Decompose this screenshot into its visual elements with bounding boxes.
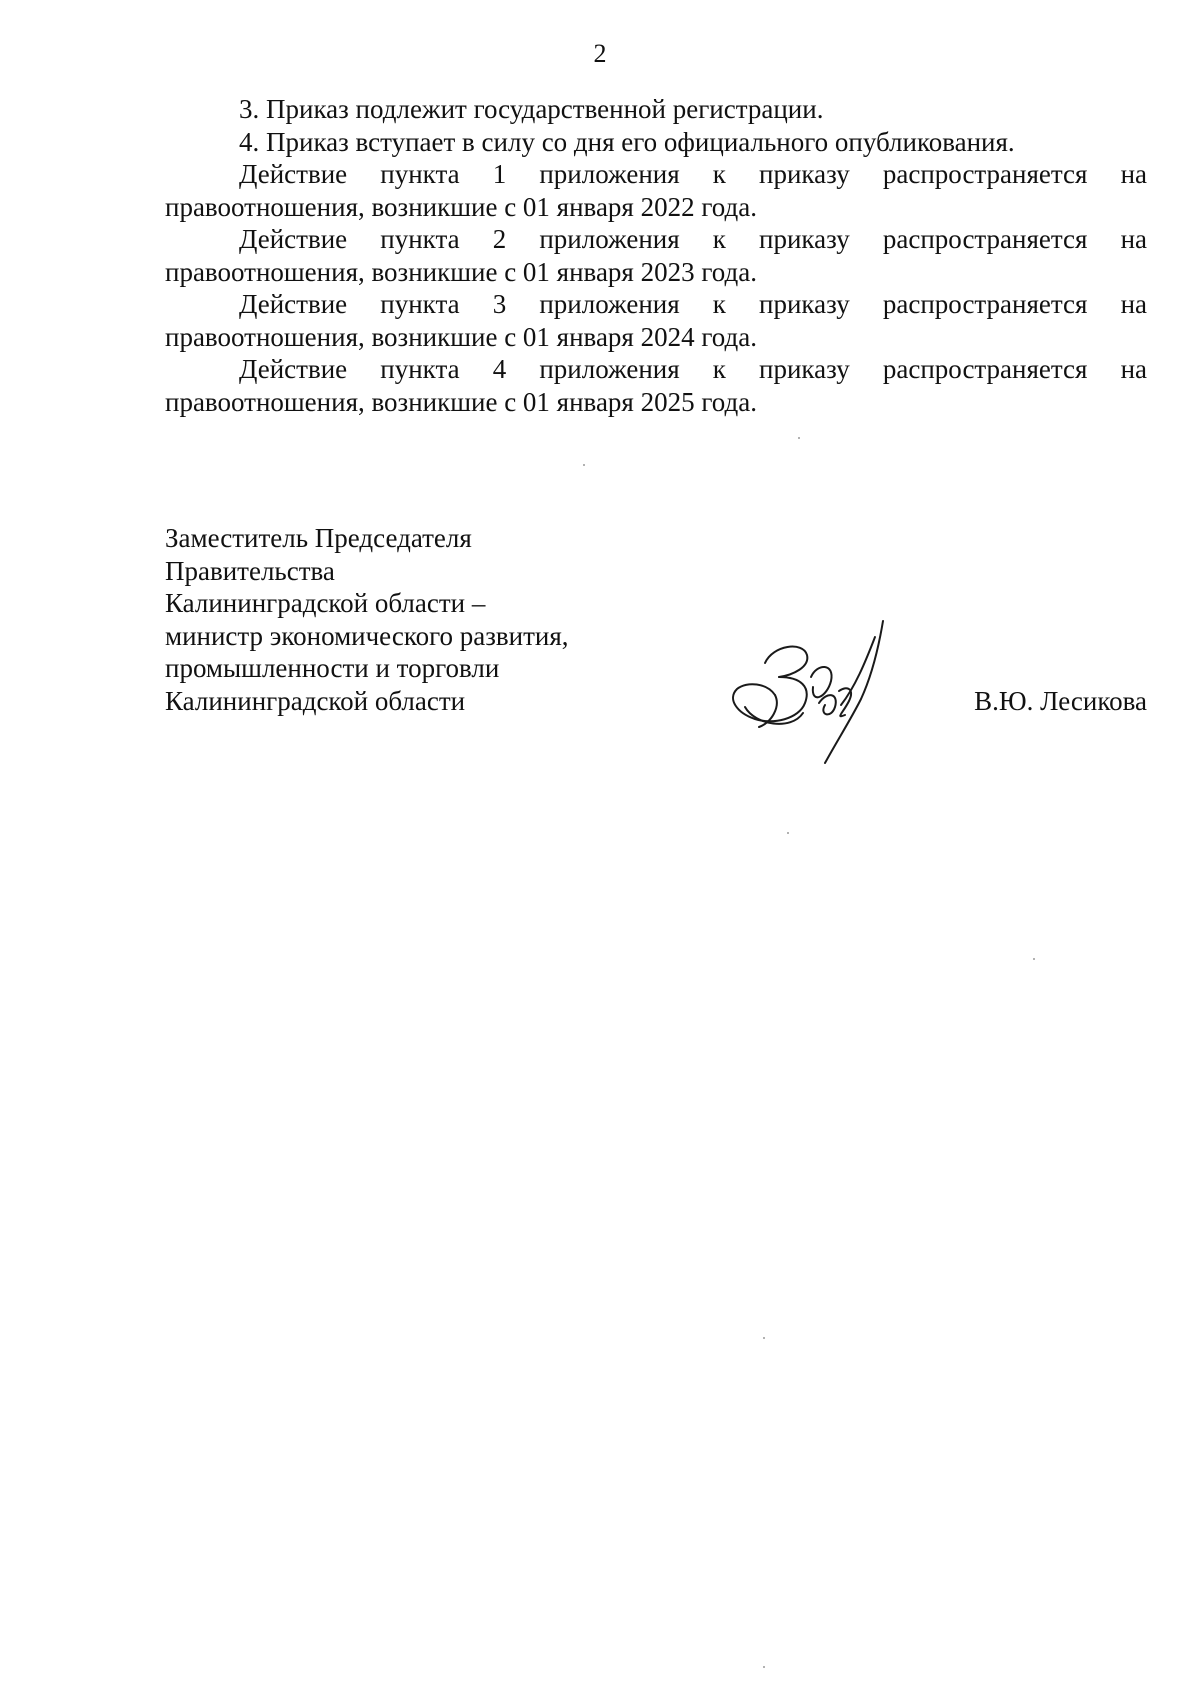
paragraph-item-2-effect: Действие пункта 2 приложения к приказу распространяется на правоотношения, возникшие с 01 января 2023 года. [165, 224, 1147, 287]
signer-position-line: Правительства [165, 555, 335, 586]
signer-position [165, 522, 625, 717]
handwritten-signature-icon [715, 615, 895, 765]
scan-speck [763, 1666, 765, 1668]
scan-speck [787, 832, 789, 834]
scan-speck [583, 464, 585, 466]
paragraph-item-3-effect: Действие пункта 3 приложения к приказу распространяется на правоотношения, возникшие с 01 января 2024 года. [165, 289, 1147, 352]
scan-speck [1033, 958, 1035, 960]
page-number: 2 [593, 39, 607, 68]
scan-speck [763, 1337, 765, 1339]
signer-position-line: Калининградской области [165, 685, 466, 716]
paragraph-entry-into-force: 4. Приказ вступает в силу со дня его официального опубликования. [239, 126, 1015, 157]
signer-position-line: Калининградской области – [165, 588, 486, 618]
signer-position-line: министр экономического развития, [165, 620, 569, 651]
signer-position-line: Заместитель Председателя [165, 523, 472, 553]
paragraph-registration: 3. Приказ подлежит государственной регистрации. [239, 94, 824, 124]
signer-name: В.Ю. Лесикова [974, 686, 1147, 716]
paragraph-item-4-effect: Действие пункта 4 приложения к приказу распространяется на правоотношения, возникшие с 01 января 2025 года. [165, 354, 1147, 417]
order-body [165, 93, 1147, 418]
scan-speck [798, 437, 800, 439]
signer-position-line: промышленности и торговли [165, 653, 500, 683]
paragraph-item-1-effect: Действие пункта 1 приложения к приказу распространяется на правоотношения, возникшие с 01 января 2022 года. [165, 159, 1147, 222]
